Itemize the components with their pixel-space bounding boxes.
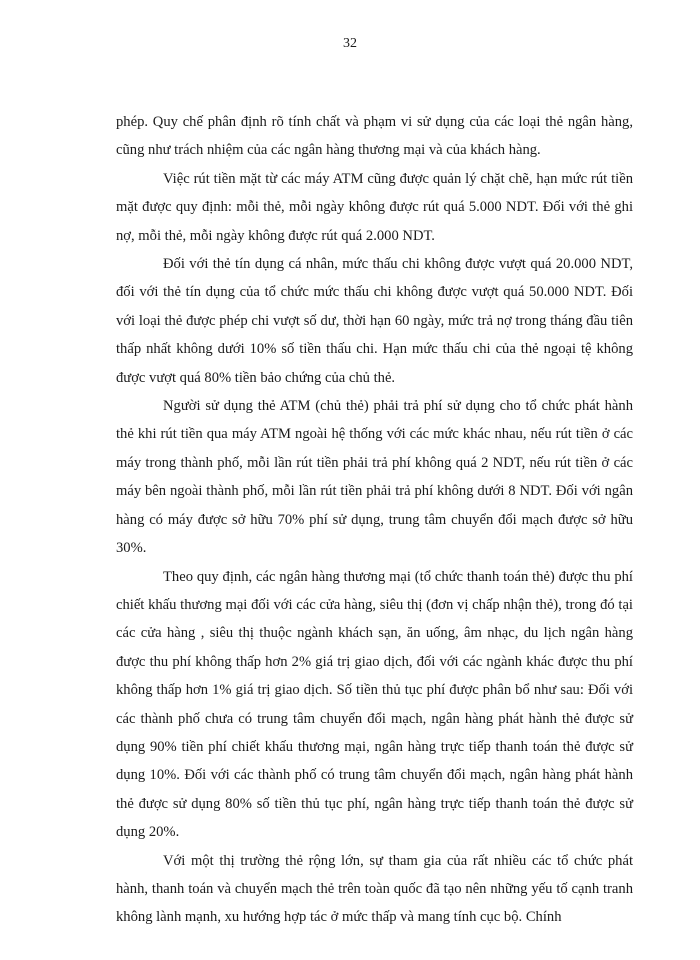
page-number: 32 (343, 36, 357, 51)
document-body (116, 108, 633, 932)
paragraph: Việc rút tiền mặt từ các máy ATM cũng được quản lý chặt chẽ, hạn mức rút tiền mặt được quy định: mỗi thẻ, mỗi ngày không được rút quá 5.000 NDT. Đối với thẻ ghi nợ, mỗi thẻ, mỗi ngày không được rút quá 2.000 NDT. (116, 170, 633, 244)
paragraph: Đối với thẻ tín dụng cá nhân, mức thấu chi không được vượt quá 20.000 NDT, đối với thẻ tín dụng của tổ chức mức thấu chi không được vượt quá 50.000 NDT. Đối với loại thẻ được phép chi vượt số dư, thời hạn 60 ngày, mức trả nợ trong tháng đầu tiên thấp nhất không dưới 10% số tiền thấu chi. Hạn mức thấu chi của thẻ ngoại tệ không được vượt quá 80% tiền bảo chứng của chủ thẻ. (116, 256, 633, 386)
paragraph: phép. Quy chế phân định rõ tính chất và phạm vi sử dụng của các loại thẻ ngân hàng, cũng như trách nhiệm của các ngân hàng thương mại và của khách hàng. (116, 114, 633, 159)
paragraph: Người sử dụng thẻ ATM (chủ thẻ) phải trả phí sử dụng cho tổ chức phát hành thẻ khi rút tiền qua máy ATM ngoài hệ thống với các mức khác nhau, nếu rút tiền ở các máy trong thành phố, mỗi lần rút tiền phải trả phí không quá 2 NDT, nếu rút tiền ở các máy bên ngoài thành phố, mỗi lần rút tiền phải trả phí không dưới 8 NDT. Đối với ngân hàng có máy được sở hữu 70% phí sử dụng, trung tâm chuyển đổi mạch được sở hữu 30%. (116, 398, 633, 557)
paragraph: Với một thị trường thẻ rộng lớn, sự tham gia của rất nhiều các tổ chức phát hành, thanh toán và chuyển mạch thẻ trên toàn quốc đã tạo nên những yếu tố cạnh tranh không lành mạnh, xu hướng hợp tác ở mức thấp và mang tính cục bộ. Chính (116, 852, 633, 926)
paragraph: Theo quy định, các ngân hàng thương mại (tổ chức thanh toán thẻ) được thu phí chiết khấu thương mại đối với các cửa hàng, siêu thị (đơn vị chấp nhận thẻ), trong đó tại các cửa hàng , siêu thị thuộc ngành khách sạn, ăn uống, âm nhạc, du lịch ngân hàng được thu phí không thấp hơn 2% giá trị giao dịch, đối với các ngành khác được thu phí không thấp hơn 1% giá trị giao dịch. Số tiền thủ tục phí được phân bổ như sau: Đối với các thành phố chưa có trung tâm chuyển đổi mạch, ngân hàng phát hành thẻ được sử dụng 90% tiền phí chiết khấu thương mại, ngân hàng trực tiếp thanh toán thẻ được sử dụng 10%. Đối với các thành phố có trung tâm chuyển đổi mạch, ngân hàng phát hành thẻ được sử dụng 80% số tiền thủ tục phí, ngân hàng trực tiếp thanh toán thẻ được sử dụng 20%. (116, 568, 633, 841)
